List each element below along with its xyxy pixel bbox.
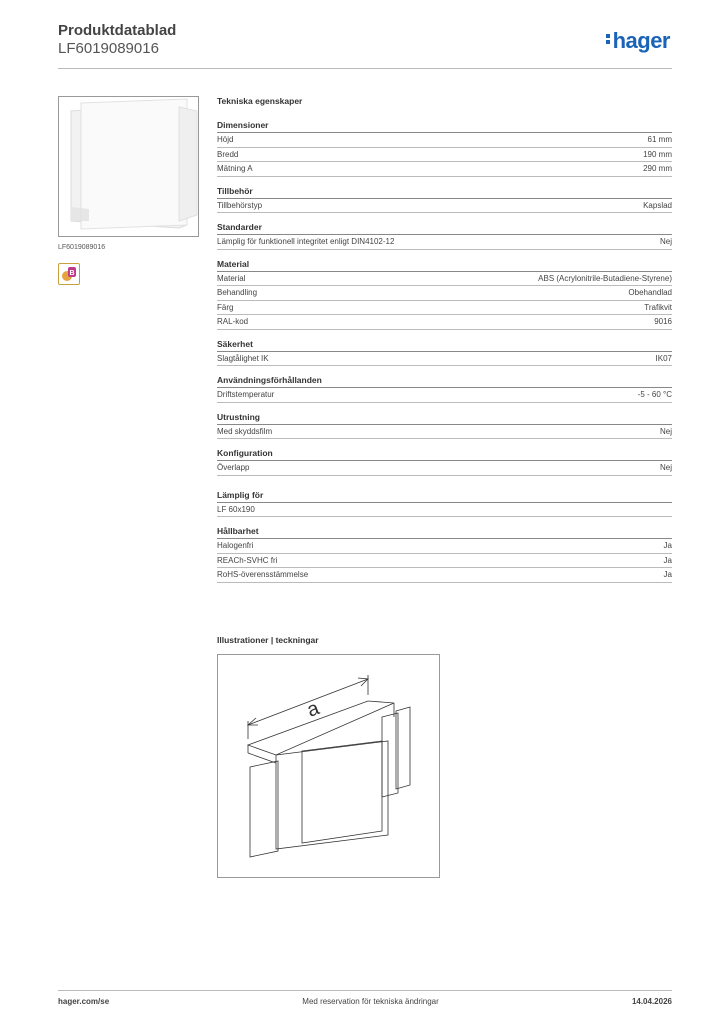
footer-note: Med reservation för tekniska ändringar — [302, 997, 439, 1006]
spec-row — [217, 272, 672, 287]
page-header — [58, 22, 672, 70]
spec-value: Ja — [663, 541, 672, 550]
spec-section — [217, 490, 672, 518]
spec-section — [217, 186, 672, 214]
spec-value: Nej — [659, 463, 672, 472]
spec-label: REACh-SVHC fri — [217, 555, 278, 565]
spec-label: Halogenfri — [217, 541, 254, 550]
spec-label: Driftstemperatur — [217, 390, 275, 399]
spec-row — [217, 568, 672, 583]
spec-row — [217, 199, 672, 214]
spec-section-heading: Dimensioner — [217, 120, 672, 133]
spec-value: Obehandlad — [628, 288, 672, 297]
spec-section-heading: Konfiguration — [217, 448, 672, 461]
spec-label: Slagtålighet IK — [217, 353, 269, 363]
spec-row — [217, 388, 672, 403]
spec-section — [217, 448, 672, 476]
spec-section-heading: Material — [217, 259, 672, 272]
footer-website-link[interactable]: hager.com/se — [58, 997, 110, 1006]
specs-sections — [217, 120, 672, 583]
spec-section-heading: Utrustning — [217, 412, 672, 425]
spec-section — [217, 259, 672, 330]
spec-section-heading: Hållbarhet — [217, 526, 672, 539]
technical-drawing — [217, 654, 440, 878]
spec-label: Lämplig för funktionell integritet enligt DIN4102-12 — [217, 237, 395, 246]
spec-value: Ja — [663, 555, 672, 565]
spec-row — [217, 148, 672, 163]
spec-label: Tillbehörstyp — [217, 200, 263, 210]
spec-label: Behandling — [217, 288, 258, 297]
spec-section-heading: Användningsförhållanden — [217, 375, 672, 388]
spec-row — [217, 503, 672, 518]
spec-section — [217, 526, 672, 583]
page-title: Produktdatablad — [58, 22, 177, 39]
page-footer — [58, 997, 672, 1006]
spec-value: 9016 — [654, 317, 672, 326]
spec-row — [217, 133, 672, 148]
spec-row — [217, 461, 672, 476]
spec-section-heading: Tillbehör — [217, 186, 672, 199]
spec-row — [217, 162, 672, 177]
spec-section — [217, 339, 672, 367]
spec-section — [217, 375, 672, 403]
logo-dots-icon — [606, 32, 611, 46]
spec-section — [217, 222, 672, 250]
spec-value: Ja — [663, 570, 672, 579]
spec-value: Trafikvit — [644, 302, 672, 312]
halogen-free-badge-icon — [58, 263, 80, 285]
spec-label: Bredd — [217, 149, 239, 159]
spec-value: 290 mm — [643, 164, 672, 173]
product-photo-caption: LF6019089016 — [58, 244, 106, 251]
spec-value: 61 mm — [647, 135, 672, 144]
header-divider — [58, 68, 672, 69]
spec-label: Höjd — [217, 135, 234, 144]
spec-row — [217, 286, 672, 301]
spec-label: Med skyddsfilm — [217, 426, 273, 436]
illustrations-title: Illustrationer | teckningar — [217, 635, 319, 645]
spec-value: ABS (Acrylonitrile-Butadiene-Styrene) — [538, 273, 672, 283]
spec-value: 190 mm — [643, 149, 672, 159]
spec-row — [217, 301, 672, 316]
spec-section-heading: Säkerhet — [217, 339, 672, 352]
spec-label: Färg — [217, 302, 234, 312]
spec-section-heading: Lämplig för — [217, 490, 672, 503]
svg-text:B: B — [69, 270, 75, 277]
spec-value: Nej — [659, 426, 672, 436]
spec-value: IK07 — [655, 353, 672, 363]
product-number: LF6019089016 — [58, 40, 159, 57]
hager-logo[interactable] — [606, 28, 670, 54]
spec-value: Nej — [659, 237, 672, 246]
dimension-label: a — [304, 697, 323, 722]
spec-value: -5 - 60 °C — [637, 390, 672, 399]
spec-label: Mätning A — [217, 164, 253, 173]
spec-value: Kapslad — [643, 200, 672, 210]
spec-row — [217, 235, 672, 250]
product-photo — [58, 96, 199, 237]
spec-row — [217, 554, 672, 569]
spec-row — [217, 315, 672, 330]
spec-label: LF 60x190 — [217, 504, 255, 514]
footer-date: 14.04.2026 — [631, 997, 672, 1006]
spec-label: RoHS-överensstämmelse — [217, 570, 309, 579]
logo-text: hager — [612, 28, 670, 53]
spec-section-heading: Standarder — [217, 222, 672, 235]
spec-row — [217, 352, 672, 367]
specs-title: Tekniska egenskaper — [217, 96, 303, 106]
spec-label: RAL-kod — [217, 317, 249, 326]
spec-row — [217, 539, 672, 554]
footer-divider — [58, 990, 672, 991]
spec-row — [217, 425, 672, 440]
spec-label: Överlapp — [217, 463, 250, 472]
spec-section — [217, 120, 672, 177]
spec-section — [217, 412, 672, 440]
spec-label: Material — [217, 273, 246, 283]
technical-specs — [217, 96, 672, 592]
